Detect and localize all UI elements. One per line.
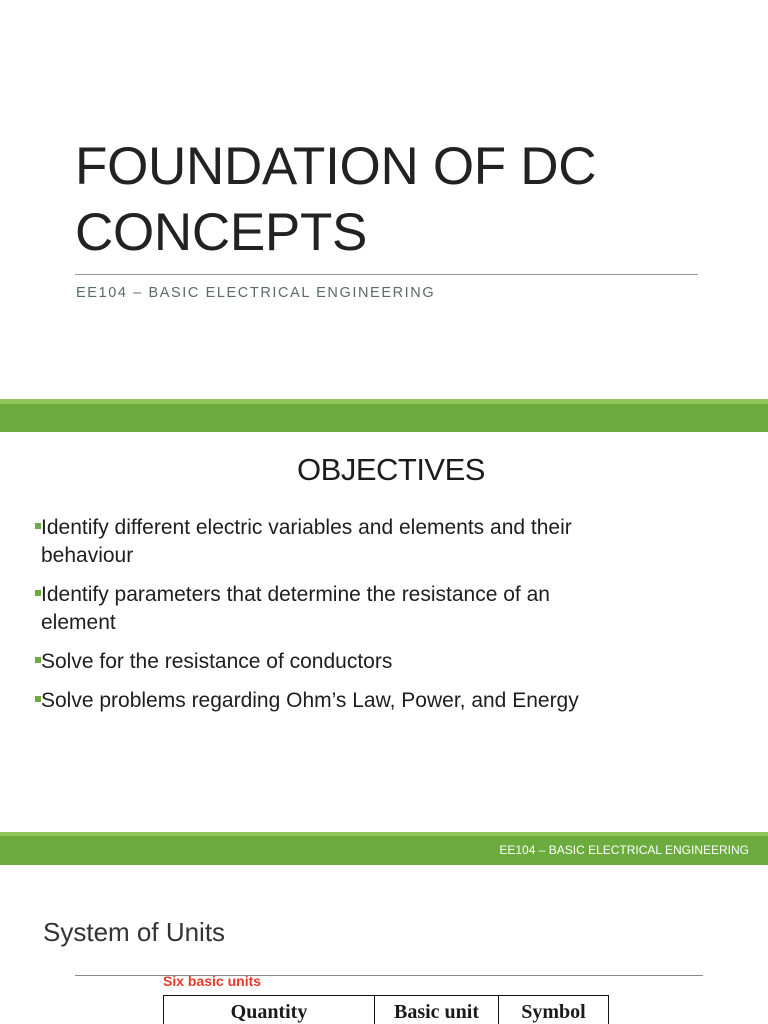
square-bullet-icon: [35, 696, 41, 702]
table-header-row: [164, 996, 609, 1024]
title-divider: [75, 274, 698, 275]
objectives-list: [35, 514, 735, 726]
footer-course-label: EE104 – BASIC ELECTRICAL ENGINEERING: [499, 843, 749, 857]
square-bullet-icon: [35, 523, 41, 529]
column-header-quantity: Quantity: [164, 996, 375, 1024]
section-heading: System of Units: [43, 917, 226, 947]
list-item: [35, 648, 735, 676]
objectives-heading: OBJECTIVES: [297, 452, 485, 487]
column-header-basic-unit: Basic unit: [375, 996, 499, 1024]
objective-text: Identify parameters that determine the resistance of an: [41, 583, 550, 606]
units-table: [163, 995, 609, 1024]
slide-divider-band: [0, 399, 768, 432]
band-highlight: [0, 399, 768, 404]
list-item: [35, 581, 735, 637]
objective-text: Solve for the resistance of conductors: [41, 650, 393, 673]
subtitle: EE104 – BASIC ELECTRICAL ENGINEERING: [76, 285, 436, 301]
square-bullet-icon: [35, 590, 41, 596]
square-bullet-icon: [35, 657, 41, 663]
band-highlight: [0, 832, 768, 836]
objective-text: Identify different electric variables and elements and their: [41, 516, 572, 539]
page-title: [75, 134, 715, 266]
footer-band: [0, 832, 768, 865]
title-line-1: FOUNDATION OF DC: [75, 137, 597, 196]
column-header-symbol: Symbol: [499, 996, 609, 1024]
objective-text-continued: behaviour: [41, 544, 134, 567]
list-item: [35, 687, 735, 715]
objective-text: Solve problems regarding Ohm’s Law, Power, and Energy: [41, 689, 579, 712]
objective-text-continued: element: [41, 611, 116, 634]
title-line-2: CONCEPTS: [75, 203, 368, 262]
basic-units-label: Six basic units: [163, 973, 262, 989]
list-item: [35, 514, 735, 570]
